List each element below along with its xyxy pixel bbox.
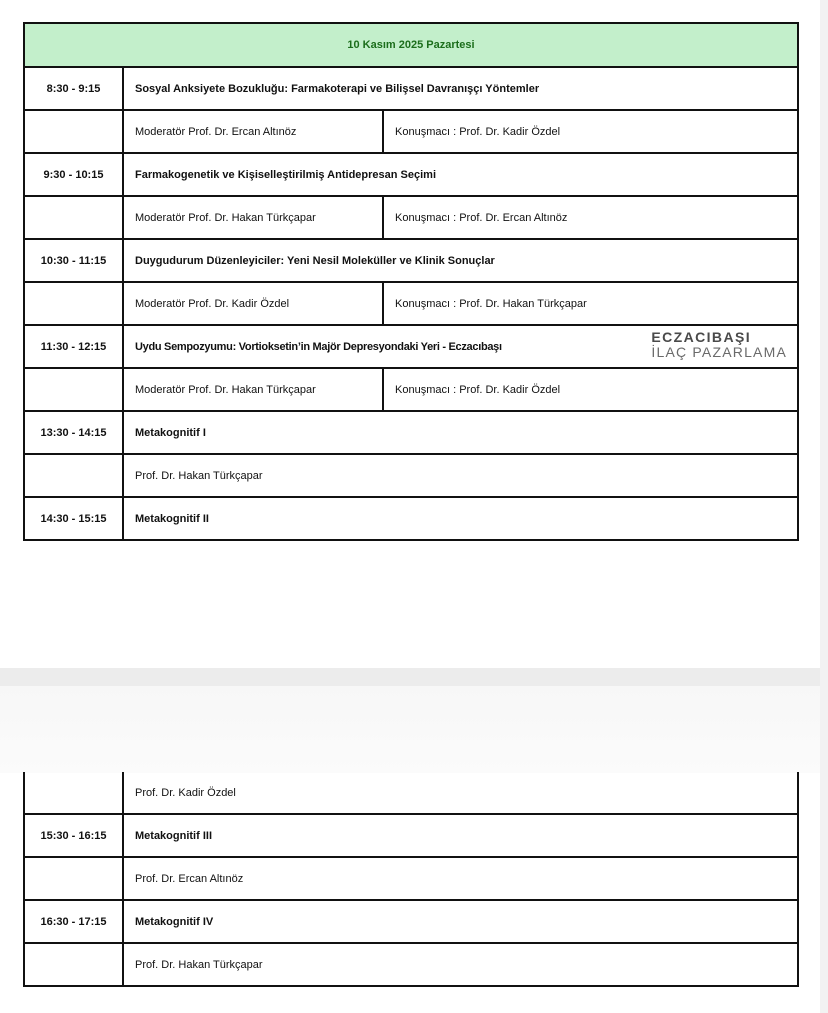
speaker-cell: Konuşmacı : Prof. Dr. Hakan Türkçapar [383,282,798,325]
speaker-cell: Konuşmacı : Prof. Dr. Kadir Özdel [383,110,798,153]
schedule-table-continued [23,772,799,987]
moderator-cell: Moderatör Prof. Dr. Hakan Türkçapar [123,196,383,239]
session-title: Metakognitif II [123,497,798,540]
session-title: Metakognitif IV [123,900,798,943]
session-row [24,153,798,196]
session-time: 14:30 - 15:15 [24,497,123,540]
people-row [24,857,798,900]
sponsor-logo-line2: İLAÇ PAZARLAMA [651,344,787,360]
session-row [24,411,798,454]
speaker-cell: Konuşmacı : Prof. Dr. Ercan Altınöz [383,196,798,239]
presenter-cell: Prof. Dr. Kadir Özdel [123,772,798,814]
presenter-cell: Prof. Dr. Hakan Türkçapar [123,943,798,986]
date-header: 10 Kasım 2025 Pazartesi [24,23,798,67]
session-time: 10:30 - 11:15 [24,239,123,282]
session-row [24,814,798,857]
session-row [24,239,798,282]
people-row [24,368,798,411]
empty-time-cell [24,857,123,900]
presenter-cell: Prof. Dr. Ercan Altınöz [123,857,798,900]
empty-time-cell [24,196,123,239]
session-time: 13:30 - 14:15 [24,411,123,454]
empty-time-cell [24,943,123,986]
session-row [24,900,798,943]
schedule-table [23,22,799,541]
people-row [24,282,798,325]
session-time: 11:30 - 12:15 [24,325,123,368]
session-time: 9:30 - 10:15 [24,153,123,196]
session-row [24,325,798,368]
people-row [24,772,798,814]
session-title: Uydu Sempozyumu: Vortioksetin’in Majör Depresyondaki Yeri - Eczacıbaşı [135,340,502,353]
empty-time-cell [24,772,123,814]
session-title-cell [123,325,798,368]
moderator-cell: Moderatör Prof. Dr. Kadir Özdel [123,282,383,325]
session-title: Metakognitif I [123,411,798,454]
session-row [24,67,798,110]
sponsor-logo [651,330,787,360]
header-row [24,23,798,67]
empty-time-cell [24,282,123,325]
session-title: Metakognitif III [123,814,798,857]
empty-time-cell [24,110,123,153]
people-row [24,454,798,497]
people-row [24,110,798,153]
session-title: Farmakogenetik ve Kişiselleştirilmiş Antidepresan Seçimi [123,153,798,196]
people-row [24,943,798,986]
empty-time-cell [24,368,123,411]
page-edge [820,0,828,1013]
session-title: Sosyal Anksiyete Bozukluğu: Farmakoterapi ve Bilişsel Davranışçı Yöntemler [123,67,798,110]
moderator-cell: Moderatör Prof. Dr. Ercan Altınöz [123,110,383,153]
empty-time-cell [24,454,123,497]
sponsor-logo-line1: ECZACIBAŞI [651,329,751,345]
speaker-cell: Konuşmacı : Prof. Dr. Kadir Özdel [383,368,798,411]
session-time: 8:30 - 9:15 [24,67,123,110]
session-time: 15:30 - 16:15 [24,814,123,857]
moderator-cell: Moderatör Prof. Dr. Hakan Türkçapar [123,368,383,411]
session-title: Duygudurum Düzenleyiciler: Yeni Nesil Moleküller ve Klinik Sonuçlar [123,239,798,282]
people-row [24,196,798,239]
presenter-cell: Prof. Dr. Hakan Türkçapar [123,454,798,497]
session-row [24,497,798,540]
session-time: 16:30 - 17:15 [24,900,123,943]
page-break [0,668,828,773]
